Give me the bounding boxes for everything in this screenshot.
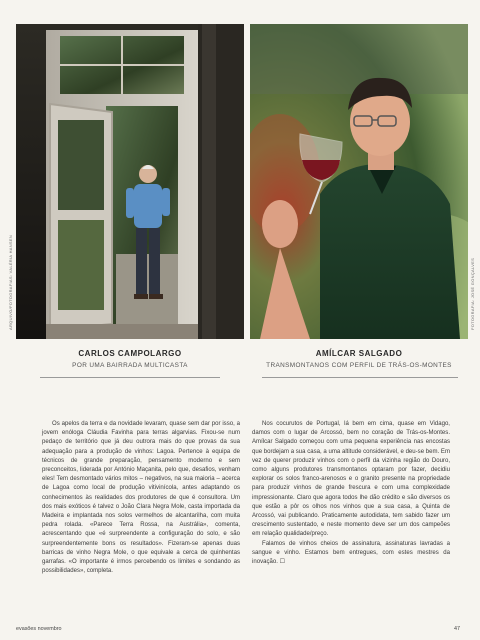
footer-magazine-issue: evasões novembro bbox=[16, 626, 62, 632]
article-column-2 bbox=[252, 420, 450, 567]
caption-left-name: CARLOS CAMPOLARGO bbox=[78, 349, 182, 358]
doorway-illustration bbox=[16, 24, 244, 339]
article-paragraph: Os apelos da terra e da novidade levaram, quase sem dar por isso, a jovem enóloga Cláudia Favinha para terras algarvias. Fixou-se num pedaço de território que já deu outrora mais do que provas da sua adequação para a produção de vinhos: Lagoa. Pertence à equipa de técnicos de grande preparação, pensamento moderno e sem preconceitos, liderada por António Maçanita, pelo que, desafios, venham eles! Tem desmontado vários mitos – negativos, na sua maioria – acerca de Lagoa como local de produção vitivinícola, antes adaptando os conhecimentos às realidades dos produtores de que é consultora. Um dos mais exóticos é talvez o João Clara Negra Mole, casta importada da Madeira e implantada nos solos vermelhos de alcantarilha, com muita pedra rolada. «Parece Terra Rossa, na Austrália», comenta, acrescentando que «é surpreendente a configuração do solo, e são surpreendentemente bons os resultados». Fizeram-se apenas duas barricas de vinho Negra Mole, o que equivale a cerca de quinhentas garrafas. «O importante é irmos percebendo os limites e sondando as possibilidades», completa. bbox=[42, 421, 240, 575]
caption-left-rule bbox=[40, 377, 220, 378]
article-paragraph: Nos cocurutos de Portugal, lá bem em cima, quase em Vidago, damos com o lugar de Arcossó, bem no coração de Trás-os-Montes. Amílcar Salgado começou com uma pequena experiência nas encostas que bordejam a sua casa, a uma altitude considerável, e deu-se bem. Em vez de querer produzir vinhos com o perfil da vizinha região do Douro, como alguns produtores transmontanos optaram por fazer, decidiu explorar os solos franco-arenosos e o granito presente na propriedade para produzir vinhos de grande frescura e com uma complexidade impressionante. Claro que agora todos lhe dão crédito e são diversos os que estão a pôr os olhos nos vinhos que a sua casa, a Quinta de Arcossó, vai publicando. Praticamente autodidata, tem sabido fazer um crescimento sustentado, e neste momento deve ser um dos campeões em relação qualidade/preço. bbox=[252, 421, 450, 538]
caption-right-name: AMÍLCAR SALGADO bbox=[315, 349, 403, 358]
article-paragraph: Falamos de vinhos cheios de assinatura, assinaturas lavradas a sangue e vinho. Estamos bem entregues, com estes mestres da inovação. ☐ bbox=[252, 540, 450, 566]
caption-right-subtitle: TRANSMONTANOS COM PERFIL DE TRÁS-OS-MONTES bbox=[266, 362, 452, 369]
wine-tasting-illustration bbox=[250, 24, 468, 339]
right-photo-credit: FOTOGRAFIA: JOSÉ GONÇALVES bbox=[470, 257, 475, 330]
page-number: 47 bbox=[454, 626, 460, 632]
caption-right-rule bbox=[262, 377, 458, 378]
left-photo-credit: ARQUIVO/FOTOGRAFIAS: VALÉRIA HANSEN bbox=[8, 234, 13, 330]
caption-left-subtitle: POR UMA BAIRRADA MULTICASTA bbox=[72, 362, 188, 369]
article-column-1 bbox=[42, 420, 240, 576]
photo-amilcar-salgado bbox=[250, 24, 468, 339]
photo-carlos-campolargo bbox=[16, 24, 244, 339]
